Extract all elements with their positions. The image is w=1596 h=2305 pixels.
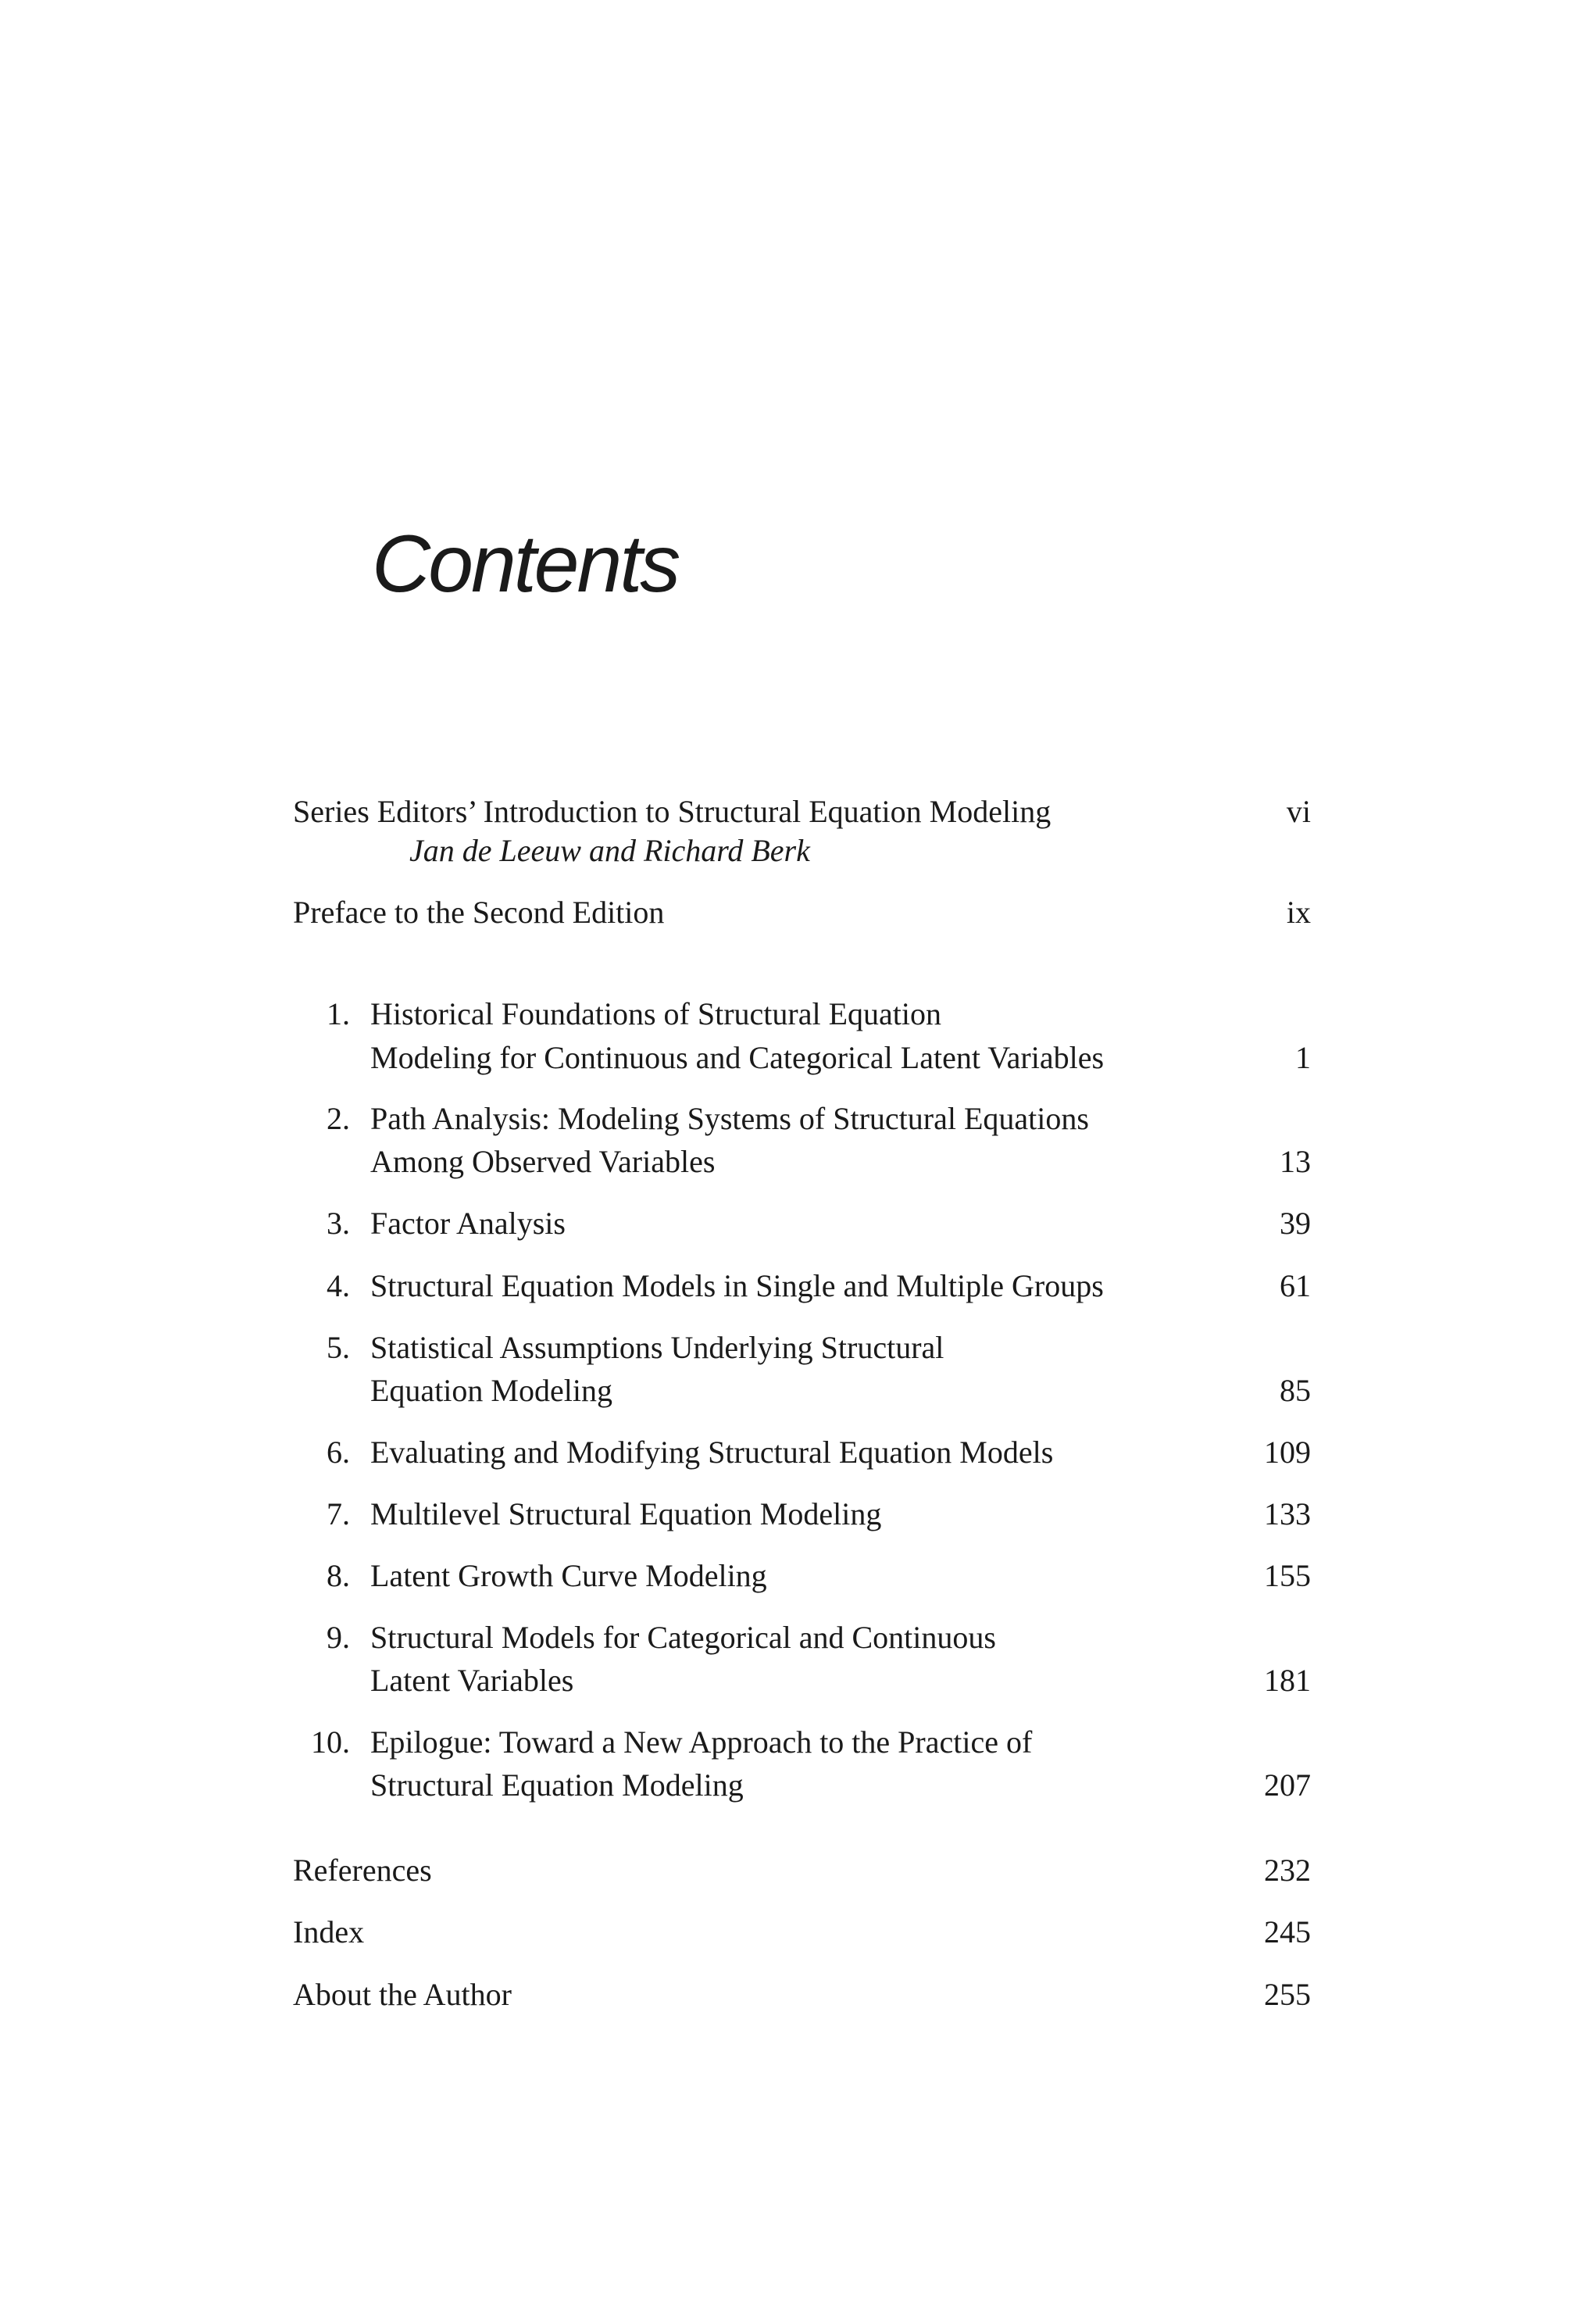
toc-entry-page: vi	[1286, 794, 1311, 829]
chapter-number: 2.	[327, 1101, 350, 1136]
toc-entry-title: References	[293, 1853, 432, 1888]
toc-entry-title: Series Editors’ Introduction to Structural Equation Modeling	[293, 794, 1052, 829]
chapter-page: 133	[1264, 1496, 1311, 1531]
chapter-number: 8.	[327, 1558, 350, 1593]
chapter-page: 1	[1295, 1040, 1311, 1075]
chapter-number: 10.	[311, 1724, 350, 1760]
chapter-page: 13	[1280, 1144, 1311, 1179]
chapter-page: 109	[1264, 1435, 1311, 1470]
chapter-number: 9.	[327, 1620, 350, 1655]
chapter-title-line: Path Analysis: Modeling Systems of Structural Equations	[370, 1101, 1089, 1136]
chapter-title-line: Latent Growth Curve Modeling	[370, 1558, 767, 1593]
chapter-title-line: Multilevel Structural Equation Modeling	[370, 1496, 882, 1531]
chapter-number: 5.	[327, 1330, 350, 1365]
chapter-title-line: Structural Models for Categorical and Continuous	[370, 1620, 996, 1655]
toc-entry-page: 232	[1264, 1853, 1311, 1888]
toc-entry-page: 255	[1264, 1977, 1311, 2012]
chapter-page: 207	[1264, 1767, 1311, 1803]
chapter-title-line: Latent Variables	[370, 1663, 574, 1698]
chapter-title-line: Equation Modeling	[370, 1373, 612, 1408]
chapter-page: 181	[1264, 1663, 1311, 1698]
toc-entry-page: ix	[1286, 895, 1311, 930]
chapter-number: 3.	[327, 1206, 350, 1241]
toc-entry-title: About the Author	[293, 1977, 512, 2012]
chapter-number: 4.	[327, 1268, 350, 1303]
chapter-title-line: Structural Equation Models in Single and Multiple Groups	[370, 1268, 1104, 1303]
chapter-page: 155	[1264, 1558, 1311, 1593]
chapter-number: 7.	[327, 1496, 350, 1531]
chapter-number: 1.	[327, 996, 350, 1031]
chapter-title-line: Statistical Assumptions Underlying Structural	[370, 1330, 944, 1365]
chapter-title-line: Epilogue: Toward a New Approach to the Practice of	[370, 1724, 1033, 1760]
chapter-title-line: Among Observed Variables	[370, 1144, 716, 1179]
chapter-title-line: Structural Equation Modeling	[370, 1767, 744, 1803]
chapter-title-line: Evaluating and Modifying Structural Equation Models	[370, 1435, 1054, 1470]
toc-entry-page: 245	[1264, 1914, 1311, 1949]
toc-entry-title: Index	[293, 1914, 365, 1949]
chapter-title-line: Historical Foundations of Structural Equation	[370, 996, 941, 1031]
chapter-title-line: Modeling for Continuous and Categorical Latent Variables	[370, 1040, 1105, 1075]
toc-entry-author: Jan de Leeuw and Richard Berk	[409, 833, 810, 868]
chapter-number: 6.	[327, 1435, 350, 1470]
chapter-page: 85	[1280, 1373, 1311, 1408]
page-title: Contents	[372, 519, 679, 609]
chapter-title-line: Factor Analysis	[370, 1206, 566, 1241]
chapter-page: 61	[1280, 1268, 1311, 1303]
chapter-page: 39	[1280, 1206, 1311, 1241]
toc-entry-title: Preface to the Second Edition	[293, 895, 665, 930]
